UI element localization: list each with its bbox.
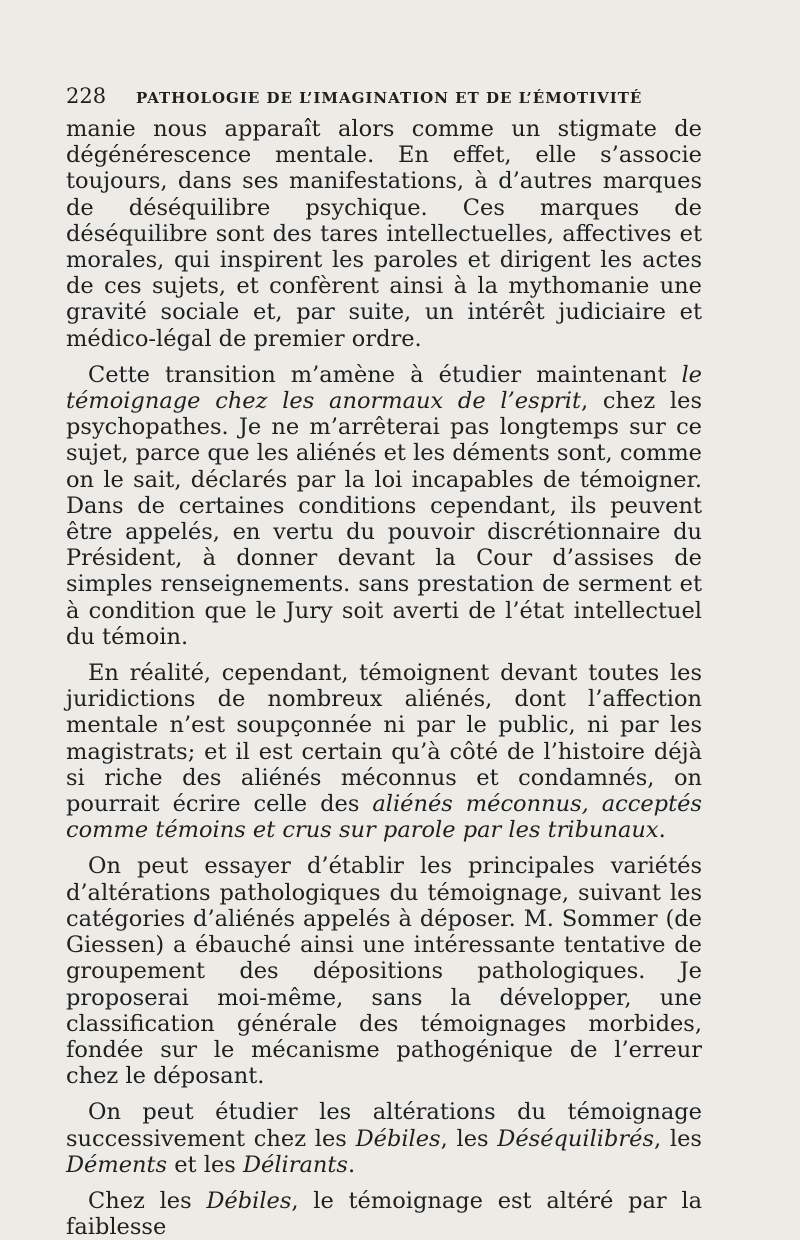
- italic-text: Déséquilibrés: [497, 1125, 655, 1152]
- text-segment: , les: [654, 1125, 702, 1152]
- text-segment: Cette transition m’amène à étudier maintenant: [88, 361, 682, 388]
- paragraph: [66, 116, 702, 352]
- paragraph: [66, 660, 702, 843]
- paragraph: [66, 1099, 702, 1178]
- text-segment: , chez les psychopathes. Je ne m’arrêterai pas longtemps sur ce sujet, parce que les aliénés et les déments sont, comme on le sait, déclarés par la loi incapables de témoigner. Dans de certaines conditions cependant, ils peuvent être appelés, en vertu du pouvoir discrétionnaire du Président, à donner devant la Cour d’assises de simples renseignements. sans prestation de serment et à condition que le Jury soit averti de l’état intellectuel du témoin.: [66, 388, 702, 650]
- page-header: [66, 84, 726, 108]
- paragraph: [66, 1188, 702, 1240]
- italic-text: Délirants: [242, 1151, 348, 1178]
- text-segment: Chez les: [88, 1187, 207, 1214]
- text-segment: En réalité, cependant, témoignent devant toutes les juridictions de nombreux aliénés, dont l’affection mentale n’est soupçonnée ni par le public, ni par les magistrats; et il est certain qu’à côté de l’histoire déjà si riche des aliénés méconnus et condamnés, on pourrait écrire celle des: [66, 660, 702, 818]
- text-segment: .: [658, 817, 666, 844]
- text-segment: .: [347, 1151, 356, 1178]
- text-segment: On peut essayer d’établir les principales variétés d’altérations pathologiques du témoignage, suivant les catégories d’aliénés appelés à déposer. M. Sommer (de Giessen) a ébauché ainsi une intéressante tentative de groupement des dépositions pathologiques. Je proposerai moi-même, sans la développer, une classification générale des témoignages morbides, fondée sur le mécanisme pathogénique de l’erreur chez le déposant.: [66, 853, 702, 1090]
- text-segment: et les: [167, 1151, 243, 1178]
- running-title: PATHOLOGIE DE L’IMAGINATION ET DE L’ÉMOTIVITÉ: [136, 89, 643, 107]
- italic-text: le témoignage chez les anormaux de l’esprit: [66, 361, 702, 415]
- italic-text: Débiles: [206, 1187, 292, 1214]
- text-segment: manie nous apparaît alors comme un stigmate de dégénérescence mentale. En effet, elle s’associe toujours, dans ses manifestations, à d’autres marques de déséquilibre psychique. Ces marques de déséquilibre sont des tares intellectuelles, affectives et morales, qui inspirent les paroles et dirigent les actes de ces sujets, et confèrent ainsi à la mythomanie une gravité sociale et, par suite, un intérêt judiciaire et médico-légal de premier ordre.: [66, 116, 702, 352]
- body-text: [66, 116, 702, 1240]
- text-segment: , les: [440, 1125, 498, 1152]
- text-segment: On peut étudier les altérations du témoignage successivement chez les: [66, 1099, 702, 1152]
- italic-text: Déments: [66, 1151, 168, 1178]
- italic-text: aliénés méconnus, acceptés comme témoins et crus sur parole par les tribunaux: [66, 791, 702, 844]
- page-number: 228: [66, 84, 107, 108]
- text-segment: , le témoignage est altéré par la faiblesse: [66, 1187, 702, 1240]
- paragraph: [66, 853, 702, 1089]
- italic-text: Débiles: [355, 1125, 441, 1152]
- paragraph: [66, 362, 702, 650]
